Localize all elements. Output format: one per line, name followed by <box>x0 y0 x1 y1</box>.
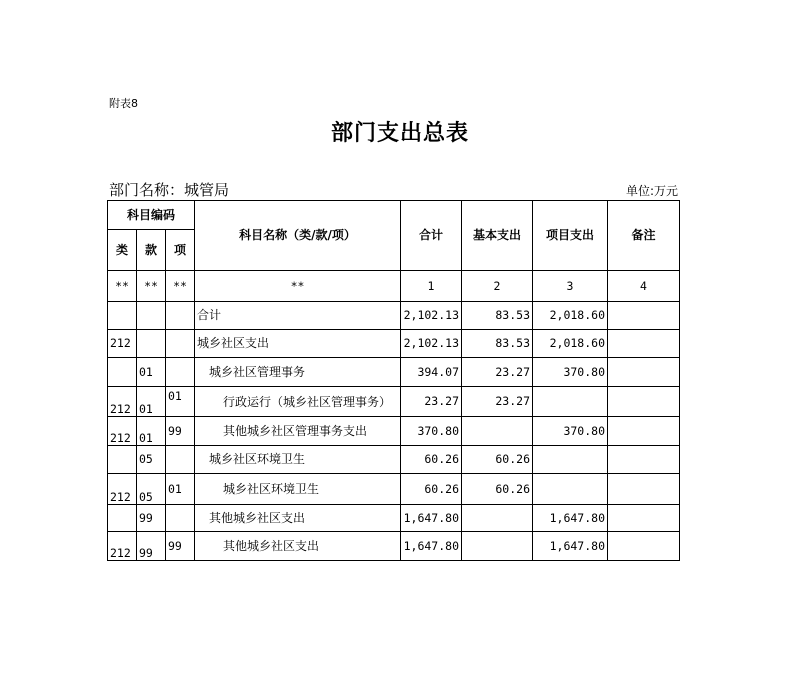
cell-xiang: 01 <box>166 474 195 505</box>
index-cell: ** <box>195 271 401 302</box>
header-total: 合计 <box>401 201 462 271</box>
header-remark: 备注 <box>608 201 680 271</box>
cell-remark <box>608 532 680 561</box>
cell-total: 1,647.80 <box>401 505 462 532</box>
cell-lei: 212 <box>108 387 137 417</box>
cell-name: 城乡社区环境卫生 <box>195 446 401 474</box>
cell-total: 60.26 <box>401 446 462 474</box>
table-row <box>108 387 680 417</box>
cell-remark <box>608 387 680 417</box>
cell-name: 合计 <box>195 302 401 330</box>
cell-project: 1,647.80 <box>533 505 608 532</box>
cell-kuan: 01 <box>137 358 166 387</box>
header-basic: 基本支出 <box>462 201 533 271</box>
cell-basic <box>462 532 533 561</box>
cell-project: 2,018.60 <box>533 330 608 358</box>
cell-lei: 212 <box>108 417 137 446</box>
index-cell: ** <box>166 271 195 302</box>
cell-remark <box>608 330 680 358</box>
cell-basic: 83.53 <box>462 302 533 330</box>
unit-label: 单位:万元 <box>625 184 678 198</box>
cell-project: 2,018.60 <box>533 302 608 330</box>
cell-name: 城乡社区环境卫生 <box>195 474 401 505</box>
index-row <box>108 271 680 302</box>
cell-xiang <box>166 330 195 358</box>
cell-remark <box>608 474 680 505</box>
header-xiang: 项 <box>166 230 195 271</box>
cell-name: 行政运行（城乡社区管理事务） <box>195 387 401 417</box>
table-row <box>108 446 680 474</box>
department-name: 部门名称：城管局 <box>109 181 230 199</box>
cell-kuan: 99 <box>137 532 166 561</box>
index-cell: 1 <box>401 271 462 302</box>
cell-remark <box>608 302 680 330</box>
header-code-group: 科目编码 <box>108 201 195 230</box>
index-cell: ** <box>137 271 166 302</box>
cell-project <box>533 387 608 417</box>
cell-remark <box>608 417 680 446</box>
cell-basic: 23.27 <box>462 387 533 417</box>
cell-xiang: 99 <box>166 417 195 446</box>
index-cell: ** <box>108 271 137 302</box>
header-kuan: 款 <box>137 230 166 271</box>
cell-basic: 83.53 <box>462 330 533 358</box>
cell-xiang <box>166 358 195 387</box>
cell-total: 23.27 <box>401 387 462 417</box>
cell-basic <box>462 505 533 532</box>
cell-name: 城乡社区管理事务 <box>195 358 401 387</box>
table-row <box>108 474 680 505</box>
cell-kuan: 05 <box>137 474 166 505</box>
cell-total: 370.80 <box>401 417 462 446</box>
expenditure-table <box>107 200 680 561</box>
cell-name: 城乡社区支出 <box>195 330 401 358</box>
cell-project <box>533 446 608 474</box>
cell-project <box>533 474 608 505</box>
cell-kuan <box>137 302 166 330</box>
table-row <box>108 505 680 532</box>
cell-kuan: 99 <box>137 505 166 532</box>
cell-project: 370.80 <box>533 417 608 446</box>
cell-total: 394.07 <box>401 358 462 387</box>
cell-kuan: 05 <box>137 446 166 474</box>
cell-lei: 212 <box>108 474 137 505</box>
cell-kuan: 01 <box>137 387 166 417</box>
cell-project: 370.80 <box>533 358 608 387</box>
table-row <box>108 532 680 561</box>
cell-total: 60.26 <box>401 474 462 505</box>
cell-lei: 212 <box>108 532 137 561</box>
index-cell: 4 <box>608 271 680 302</box>
cell-basic: 60.26 <box>462 446 533 474</box>
cell-remark <box>608 505 680 532</box>
cell-lei <box>108 358 137 387</box>
cell-total: 2,102.13 <box>401 302 462 330</box>
attachment-label: 附表8 <box>109 97 138 110</box>
cell-remark <box>608 358 680 387</box>
cell-lei: 212 <box>108 330 137 358</box>
table-row <box>108 417 680 446</box>
table-row <box>108 358 680 387</box>
cell-total: 1,647.80 <box>401 532 462 561</box>
cell-xiang <box>166 446 195 474</box>
cell-basic: 23.27 <box>462 358 533 387</box>
cell-xiang <box>166 302 195 330</box>
table-row <box>108 330 680 358</box>
cell-project: 1,647.80 <box>533 532 608 561</box>
header-name: 科目名称（类/款/项） <box>195 201 401 271</box>
cell-name: 其他城乡社区支出 <box>195 505 401 532</box>
index-cell: 2 <box>462 271 533 302</box>
index-cell: 3 <box>533 271 608 302</box>
cell-xiang: 01 <box>166 387 195 417</box>
header-lei: 类 <box>108 230 137 271</box>
cell-basic <box>462 417 533 446</box>
cell-kuan: 01 <box>137 417 166 446</box>
cell-name: 其他城乡社区支出 <box>195 532 401 561</box>
table-row <box>108 302 680 330</box>
cell-name: 其他城乡社区管理事务支出 <box>195 417 401 446</box>
cell-remark <box>608 446 680 474</box>
cell-lei <box>108 446 137 474</box>
header-project: 项目支出 <box>533 201 608 271</box>
cell-kuan <box>137 330 166 358</box>
cell-xiang: 99 <box>166 532 195 561</box>
cell-lei <box>108 302 137 330</box>
cell-xiang <box>166 505 195 532</box>
cell-total: 2,102.13 <box>401 330 462 358</box>
page-title: 部门支出总表 <box>330 121 469 146</box>
cell-lei <box>108 505 137 532</box>
cell-basic: 60.26 <box>462 474 533 505</box>
